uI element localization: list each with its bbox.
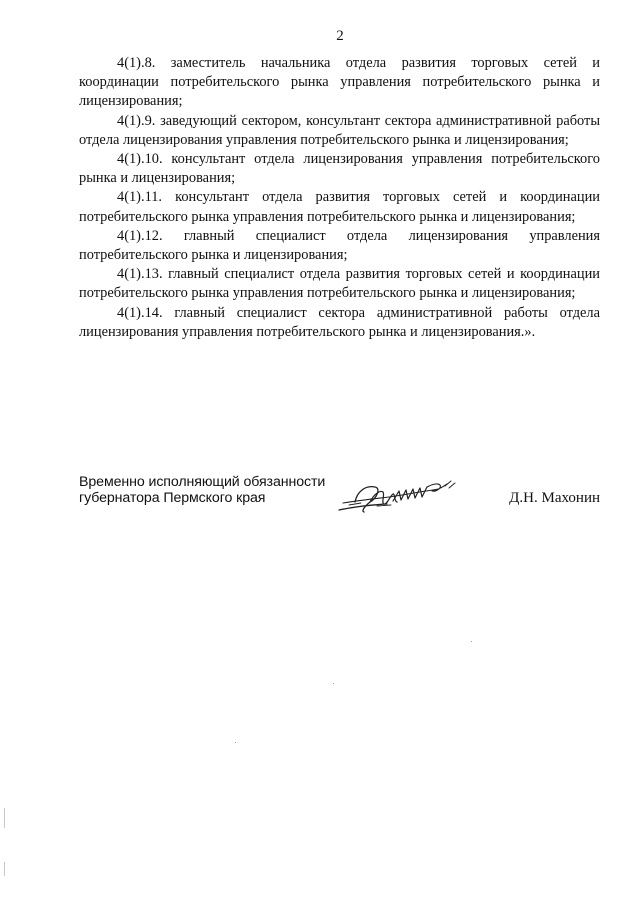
paragraph-4-1-9: 4(1).9. заведующий сектором, консультант сектора административной работы отдела лицензирования управления потребительского рынка и лицензирования; [79, 112, 600, 148]
scan-speck [235, 742, 236, 743]
signatory-name: Д.Н. Махонин [509, 490, 600, 506]
signatory-title [79, 474, 325, 506]
paragraph-4-1-10: 4(1).10. консультант отдела лицензирования управления потребительского рынка и лицензирования; [79, 151, 600, 187]
signatory-title-line-1: Временно исполняющий обязанности [79, 474, 326, 490]
scan-speck [333, 683, 334, 684]
scan-speck [4, 808, 5, 828]
document-body [79, 54, 600, 342]
handwritten-signature [337, 476, 462, 516]
paragraph-4-1-13: 4(1).13. главный специалист отдела развития торговых сетей и координации потребительского рынка управления потребительского рынка и лицензирования; [79, 266, 600, 302]
scan-speck [471, 641, 472, 642]
signature-block [79, 474, 600, 524]
paragraph-4-1-14: 4(1).14. главный специалист сектора административной работы отдела лицензирования управления потребительского рынка и лицензирования.». [79, 304, 600, 340]
paragraph-4-1-8: 4(1).8. заместитель начальника отдела развития торговых сетей и координации потребительского рынка управления потребительского рынка и лицензирования; [79, 55, 600, 110]
paragraph-4-1-12: 4(1).12. главный специалист отдела лицензирования управления потребительского рынка и лицензирования; [79, 227, 600, 264]
signatory-title-line-2: губернатора Пермского края [79, 490, 266, 506]
page-number: 2 [336, 28, 344, 44]
scan-speck [4, 862, 5, 876]
paragraph-4-1-11: 4(1).11. консультант отдела развития торговых сетей и координации потребительского рынка управления потребительского рынка и лицензирования; [79, 189, 600, 225]
